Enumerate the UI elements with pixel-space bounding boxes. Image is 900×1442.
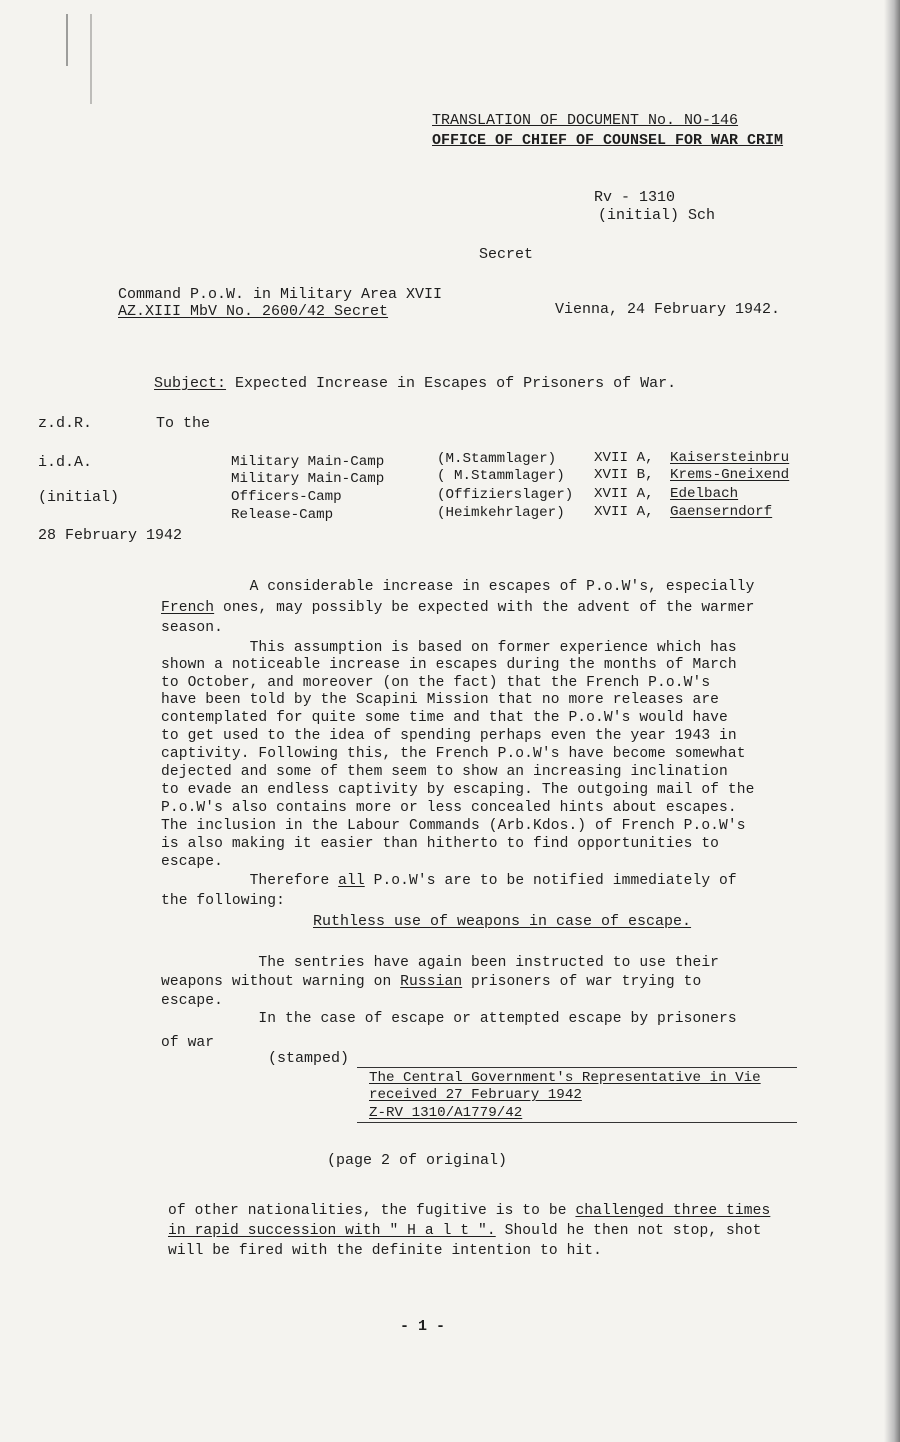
para2-line: This assumption is based on former experience which has [161, 640, 737, 656]
margin-note-zdr: z.d.R. [38, 415, 93, 432]
para4-text: prisoners of war trying to [462, 974, 702, 990]
margin-note-date: 28 February 1942 [38, 527, 183, 544]
para4-line [161, 974, 701, 990]
recipient-camp: Military Main-Camp [231, 454, 385, 470]
para2-line: captivity. Following this, the French P.o.W's have become somewhat [161, 746, 746, 762]
para2-line: contemplated for quite some time and that the P.o.W's would have [161, 710, 728, 726]
para2-line: to evade an endless captivity by escaping. The outgoing mail of the [161, 782, 755, 798]
para1-line: A considerable increase in escapes of P.o.W's, especially [161, 579, 755, 595]
recipient-place: Edelbach [670, 486, 739, 502]
underlined-russian: Russian [400, 974, 463, 990]
binder-mark [66, 14, 68, 66]
recipient-place: Gaenserndorf [670, 504, 773, 520]
classification: Secret [479, 246, 534, 263]
recipient-camp: Release-Camp [231, 507, 334, 523]
para3-line [161, 873, 737, 889]
para2-line: have been told by the Scapini Mission that no more releases are [161, 692, 720, 708]
stamp-line2: received 27 February 1942 [369, 1087, 582, 1103]
para3-line: the following: [161, 893, 286, 909]
margin-note-initial: (initial) [38, 489, 120, 506]
underlined-challenged: challenged three times [575, 1203, 771, 1219]
header-office: OFFICE OF CHIEF OF COUNSEL FOR WAR CRIM [432, 132, 784, 149]
para2-line: to get used to the idea of spending perhaps even the year 1943 in [161, 728, 737, 744]
para2-line: to October, and moreover (on the fact) that the French P.o.W's [161, 675, 711, 691]
recipient-type: (Heimkehrlager) [437, 505, 565, 521]
para4-text: weapons without warning on [161, 974, 401, 990]
stamp-line3: Z-RV 1310/A1779/42 [369, 1105, 523, 1121]
recipient-type: (M.Stammlager) [437, 451, 557, 467]
underlined-french: French [161, 600, 215, 616]
final-line: will be fired with the definite intention to hit. [168, 1243, 603, 1259]
underlined-all: all [338, 873, 365, 889]
recipient-type: (Offizierslager) [437, 487, 574, 503]
para2-line: is also making it easier than hitherto to find opportunities to [161, 836, 720, 852]
recipient-place: Krems-Gneixend [670, 467, 790, 483]
sender-line1: Command P.o.W. in Military Area XVII [118, 286, 443, 303]
para2-line: P.o.W's also contains more or less concealed hints about escapes. [161, 800, 737, 816]
stamp-top-rule [357, 1067, 797, 1068]
para2-line: dejected and some of them seem to show an increasing inclination [161, 764, 728, 780]
para5-line: of war [161, 1035, 215, 1051]
subject-line [118, 358, 676, 409]
para3-text: P.o.W's are to be notified immediately of [364, 873, 737, 889]
reference-number: Rv - 1310 [594, 189, 676, 206]
para3-text: Therefore [161, 873, 339, 889]
para4-line: escape. [161, 993, 224, 1009]
page-number: - 1 - [400, 1318, 446, 1335]
stamp-label: (stamped) [268, 1050, 350, 1067]
para2-line: escape. [161, 854, 224, 870]
para2-line: The inclusion in the Labour Commands (Arb.Kdos.) of French P.o.W's [161, 818, 746, 834]
recipient-area: XVII A, [594, 504, 654, 520]
sender-line2: AZ.XIII MbV No. 2600/42 Secret [118, 303, 389, 320]
stamp-line1: The Central Government's Representative in Vie [369, 1070, 761, 1086]
reference-initial: (initial) Sch [598, 207, 716, 224]
stamp-bottom-rule [357, 1122, 797, 1123]
recipient-area: XVII B, [594, 467, 654, 483]
recipient-area: XVII A, [594, 486, 654, 502]
recipient-area: XVII A, [594, 450, 654, 466]
scan-edge [884, 0, 900, 1442]
para2-line: shown a noticeable increase in escapes during the months of March [161, 657, 737, 673]
subject-label: Subject: [154, 375, 227, 392]
para4-line: The sentries have again been instructed to use their [161, 955, 720, 971]
recipient-camp: Military Main-Camp [231, 471, 385, 487]
para1-line: season. [161, 620, 224, 636]
to-the: To the [156, 415, 211, 432]
recipient-camp: Officers-Camp [231, 489, 342, 505]
underlined-halt: in rapid succession with " H a l t ". [168, 1223, 496, 1239]
recipient-place: Kaisersteinbru [670, 450, 790, 466]
para1-text: ones, may possibly be expected with the advent of the warmer [214, 600, 755, 616]
final-line [168, 1203, 770, 1219]
binder-mark-2 [90, 14, 92, 104]
para5-line: In the case of escape or attempted escape by prisoners [161, 1011, 737, 1027]
final-text: of other nationalities, the fugitive is to be [168, 1203, 576, 1219]
page-note: (page 2 of original) [327, 1152, 508, 1169]
para1-line [161, 600, 754, 616]
recipient-type: ( M.Stammlager) [437, 468, 565, 484]
margin-note-ida: i.d.A. [38, 454, 93, 471]
subject-text: Expected Increase in Escapes of Prisoners of War. [226, 375, 677, 392]
place-date: Vienna, 24 February 1942. [555, 301, 781, 318]
emphasis-line: Ruthless use of weapons in case of escape. [313, 913, 692, 930]
final-line [168, 1223, 761, 1239]
header-translation: TRANSLATION OF DOCUMENT No. NO-146 [432, 112, 739, 129]
final-text: Should he then not stop, shot [495, 1223, 762, 1239]
